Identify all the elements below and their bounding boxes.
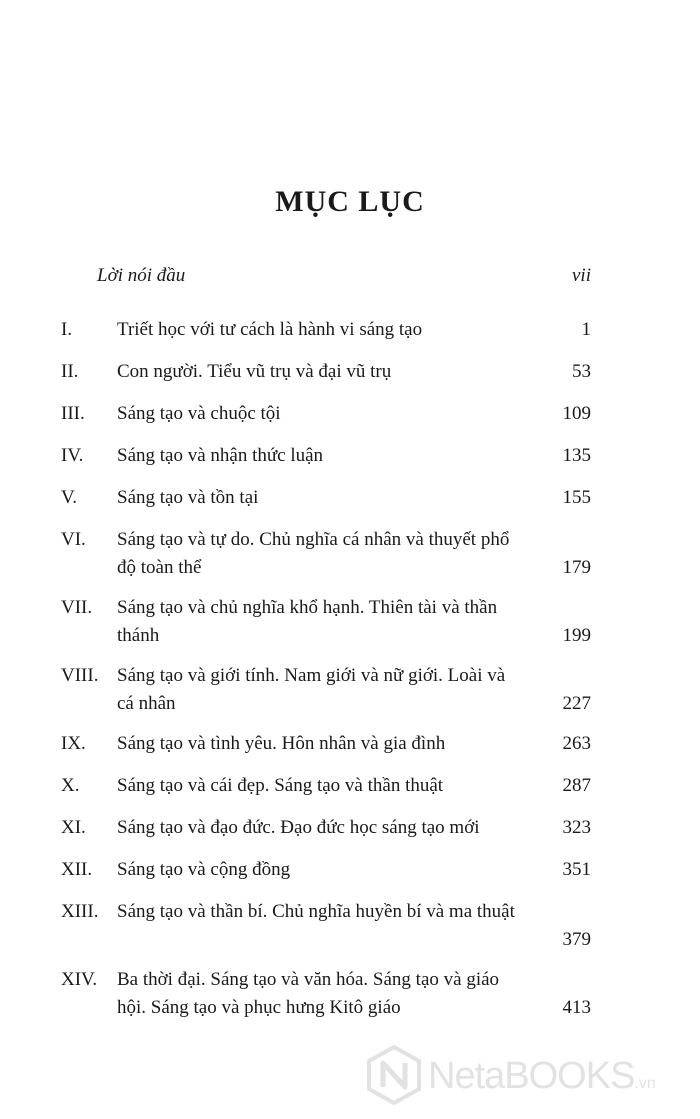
toc-entry <box>0 594 700 650</box>
toc-title: Sáng tạo và cộng đồng <box>117 859 291 880</box>
toc-title: Sáng tạo và cái đẹp. Sáng tạo và thần thuật <box>117 775 444 796</box>
toc-entry <box>0 730 700 758</box>
toc-page: 351 <box>562 859 591 880</box>
toc-number: X. <box>61 775 80 796</box>
toc-title: Sáng tạo và tồn tại <box>117 487 259 508</box>
toc-page: 263 <box>562 733 591 754</box>
toc-page: 53 <box>572 361 591 382</box>
toc-entry <box>0 358 700 386</box>
toc-entry <box>0 662 700 718</box>
toc-page: 287 <box>562 775 591 796</box>
watermark-brand: NetaBOOKS <box>428 1055 635 1097</box>
toc-entry <box>0 316 700 344</box>
page-title: MỤC LỤC <box>275 185 425 218</box>
toc-page: 227 <box>562 693 591 714</box>
toc-entry <box>0 526 700 582</box>
toc-title: Sáng tạo và nhận thức luận <box>117 445 324 466</box>
toc-page: 179 <box>562 557 591 578</box>
toc-title: Con người. Tiểu vũ trụ và đại vũ trụ <box>117 361 392 382</box>
toc-page: 155 <box>562 487 591 508</box>
toc-page: 323 <box>562 817 591 838</box>
toc-title: Sáng tạo và chủ nghĩa khổ hạnh. Thiên tài và thần thánh <box>117 597 498 646</box>
toc-number: III. <box>61 403 85 424</box>
toc-page: vii <box>572 265 591 286</box>
toc-title: Lời nói đầu <box>97 265 186 286</box>
toc-title: Sáng tạo và giới tính. Nam giới và nữ giới. Loài và cá nhân <box>117 665 506 714</box>
toc-title: Sáng tạo và chuộc tội <box>117 403 281 424</box>
toc-page: 135 <box>562 445 591 466</box>
toc-entry <box>0 856 700 884</box>
toc-entry <box>0 442 700 470</box>
toc-number: V. <box>61 487 78 508</box>
toc-number: II. <box>61 361 79 382</box>
toc-page: 199 <box>562 625 591 646</box>
toc-number: XIII. <box>61 901 99 922</box>
toc-entry <box>0 484 700 512</box>
toc-number: VII. <box>61 597 93 618</box>
toc-page: 109 <box>562 403 591 424</box>
toc-page: 379 <box>562 929 591 950</box>
toc-title: Sáng tạo và tình yêu. Hôn nhân và gia đình <box>117 733 446 754</box>
watermark-suffix: .vn <box>634 1075 656 1092</box>
watermark-text <box>428 1055 656 1098</box>
toc-entry <box>0 898 700 954</box>
toc-number: IV. <box>61 445 84 466</box>
toc-number: I. <box>61 319 73 340</box>
toc-title: Triết học với tư cách là hành vi sáng tạo <box>117 319 423 340</box>
toc-number: XI. <box>61 817 86 838</box>
toc-preface <box>0 262 700 290</box>
toc-title: Sáng tạo và tự do. Chủ nghĩa cá nhân và thuyết phổ độ toàn thể <box>117 529 510 578</box>
toc-title: Sáng tạo và đạo đức. Đạo đức học sáng tạo mới <box>117 817 480 838</box>
toc-number: XII. <box>61 859 93 880</box>
toc-page: 413 <box>562 997 591 1018</box>
toc-entry <box>0 966 700 1022</box>
toc-number: VIII. <box>61 665 99 686</box>
toc-number: XIV. <box>61 969 98 990</box>
toc-number: VI. <box>61 529 86 550</box>
watermark <box>366 1045 696 1107</box>
toc-entry <box>0 772 700 800</box>
toc-number: IX. <box>61 733 86 754</box>
toc-entry <box>0 814 700 842</box>
netabooks-logo-icon <box>366 1045 422 1105</box>
toc-title: Ba thời đại. Sáng tạo và văn hóa. Sáng tạo và giáo hội. Sáng tạo và phục hưng Kitô giáo <box>117 969 500 1018</box>
toc-title: Sáng tạo và thần bí. Chủ nghĩa huyền bí và ma thuật <box>117 901 515 922</box>
toc-page: 1 <box>581 319 591 340</box>
toc-entry <box>0 400 700 428</box>
